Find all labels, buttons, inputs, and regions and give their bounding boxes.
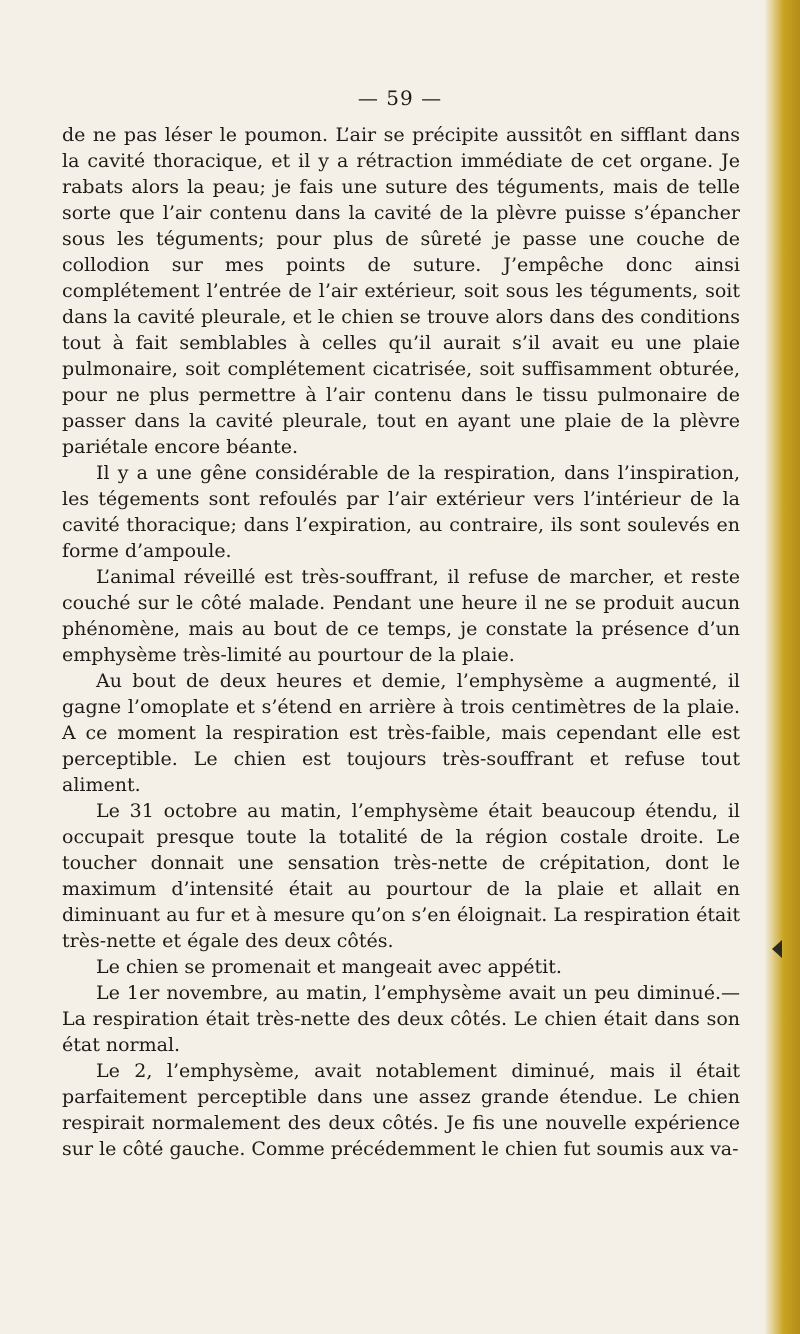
page-edge-stain bbox=[764, 0, 800, 1334]
body-text bbox=[62, 122, 740, 1162]
paragraph: de ne pas léser le poumon. L’air se précipite aussitôt en sifflant dans la cavité thoracique, et il y a rétraction immédiate de cet organe. Je rabats alors la peau; je fais une suture des téguments, mais de telle sorte que l’air contenu dans la cavité de la plèvre puisse s’épancher sous les téguments; pour plus de sûreté je passe une couche de collodion sur mes points de suture. J’empêche donc ainsi complétement l’entrée de l’air extérieur, soit sous les téguments, soit dans la cavité pleurale, et le chien se trouve alors dans des conditions tout à fait semblables à celles qu’il aurait s’il avait eu une plaie pulmonaire, soit complétement cicatrisée, soit suffisamment obturée, pour ne plus permettre à l’air contenu dans le tissu pulmonaire de passer dans la cavité pleurale, tout en ayant une plaie de la plèvre pariétale encore béante. bbox=[62, 124, 740, 458]
paragraph: L’animal réveillé est très-souffrant, il refuse de marcher, et reste couché sur le côté malade. Pendant une heure il ne se produit aucun phénomène, mais au bout de ce temps, je constate la présence d’un emphysème très-limité au pourtour de la plaie. bbox=[62, 566, 740, 666]
paragraph: Il y a une gêne considérable de la respiration, dans l’inspiration, les tégements sont refoulés par l’air extérieur vers l’intérieur de la cavité thoracique; dans l’expiration, au contraire, ils sont soulevés en forme d’ampoule. bbox=[62, 462, 740, 562]
paragraph: Le 2, l’emphysème, avait notablement diminué, mais il était parfaitement perceptible dans une assez grande étendue. Le chien respirait normalement des deux côtés. Je fis une nouvelle expérience sur le côté gauche. Comme précédemment le chien fut soumis aux va- bbox=[62, 1060, 740, 1160]
edge-tab-mark bbox=[772, 940, 782, 958]
page-number: — 59 — bbox=[357, 86, 443, 110]
paragraph: Le chien se promenait et mangeait avec appétit. bbox=[96, 956, 562, 978]
paragraph: Le 1er novembre, au matin, l’emphysème avait un peu diminué.— La respiration était très-nette des deux côtés. Le chien était dans son état normal. bbox=[62, 982, 740, 1056]
paragraph: Au bout de deux heures et demie, l’emphysème a augmenté, il gagne l’omoplate et s’étend en arrière à trois centimètres de la plaie. A ce moment la respiration est très-faible, mais cependant elle est perceptible. Le chien est toujours très-souffrant et refuse tout aliment. bbox=[62, 670, 740, 796]
paragraph: Le 31 octobre au matin, l’emphysème était beaucoup étendu, il occupait presque toute la totalité de la région costale droite. Le toucher donnait une sensation très-nette de crépitation, dont le maximum d’intensité était au pourtour de la plaie et allait en diminuant au fur et à mesure qu’on s’en éloignait. La respiration était très-nette et égale des deux côtés. bbox=[62, 800, 740, 952]
